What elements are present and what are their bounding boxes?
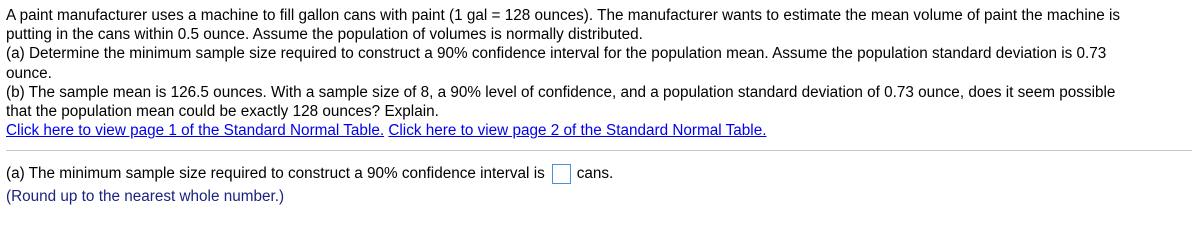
question-part-a-line2: ounce. [6,64,52,82]
question-part-b-line1: (b) The sample mean is 126.5 ounces. With a sample size of 8, a 90% level of confidence, and a population standard deviation of 0.73 ounce, does it seem possible [6,83,1116,101]
question-part-a [6,44,1192,82]
section-divider [6,150,1192,151]
question-part-b [6,83,1192,121]
standard-normal-table-page1-link[interactable]: Click here to view page 1 of the Standard Normal Table. [6,122,385,140]
answer-suffix: cans. [576,165,614,183]
question-part-b-line2: that the population mean could be exactly 128 ounces? Explain. [6,103,439,121]
question-intro-line1: A paint manufacturer uses a machine to fill gallon cans with paint (1 gal = 128 ounces). The manufacturer wants to estimate the mean volume of paint the machine is [6,7,1121,24]
sample-size-answer-input[interactable] [552,164,571,184]
question-intro [6,6,1192,44]
answer-prefix: (a) The minimum sample size required to construct a 90% confidence interval is [6,165,545,183]
question-text [6,6,1192,140]
answer-section [6,162,613,206]
answer-line [6,162,613,186]
rounding-hint: (Round up to the nearest whole number.) [6,188,285,205]
question-intro-line2: putting in the cans within 0.5 ounce. Assume the population of volumes is normally distributed. [6,26,643,44]
standard-normal-table-page2-link[interactable]: Click here to view page 2 of the Standard Normal Table. [388,122,767,140]
question-part-a-line1: (a) Determine the minimum sample size required to construct a 90% confidence interval for the population mean. Assume the population standard deviation is 0.73 [6,45,1107,63]
table-links [6,121,1192,140]
